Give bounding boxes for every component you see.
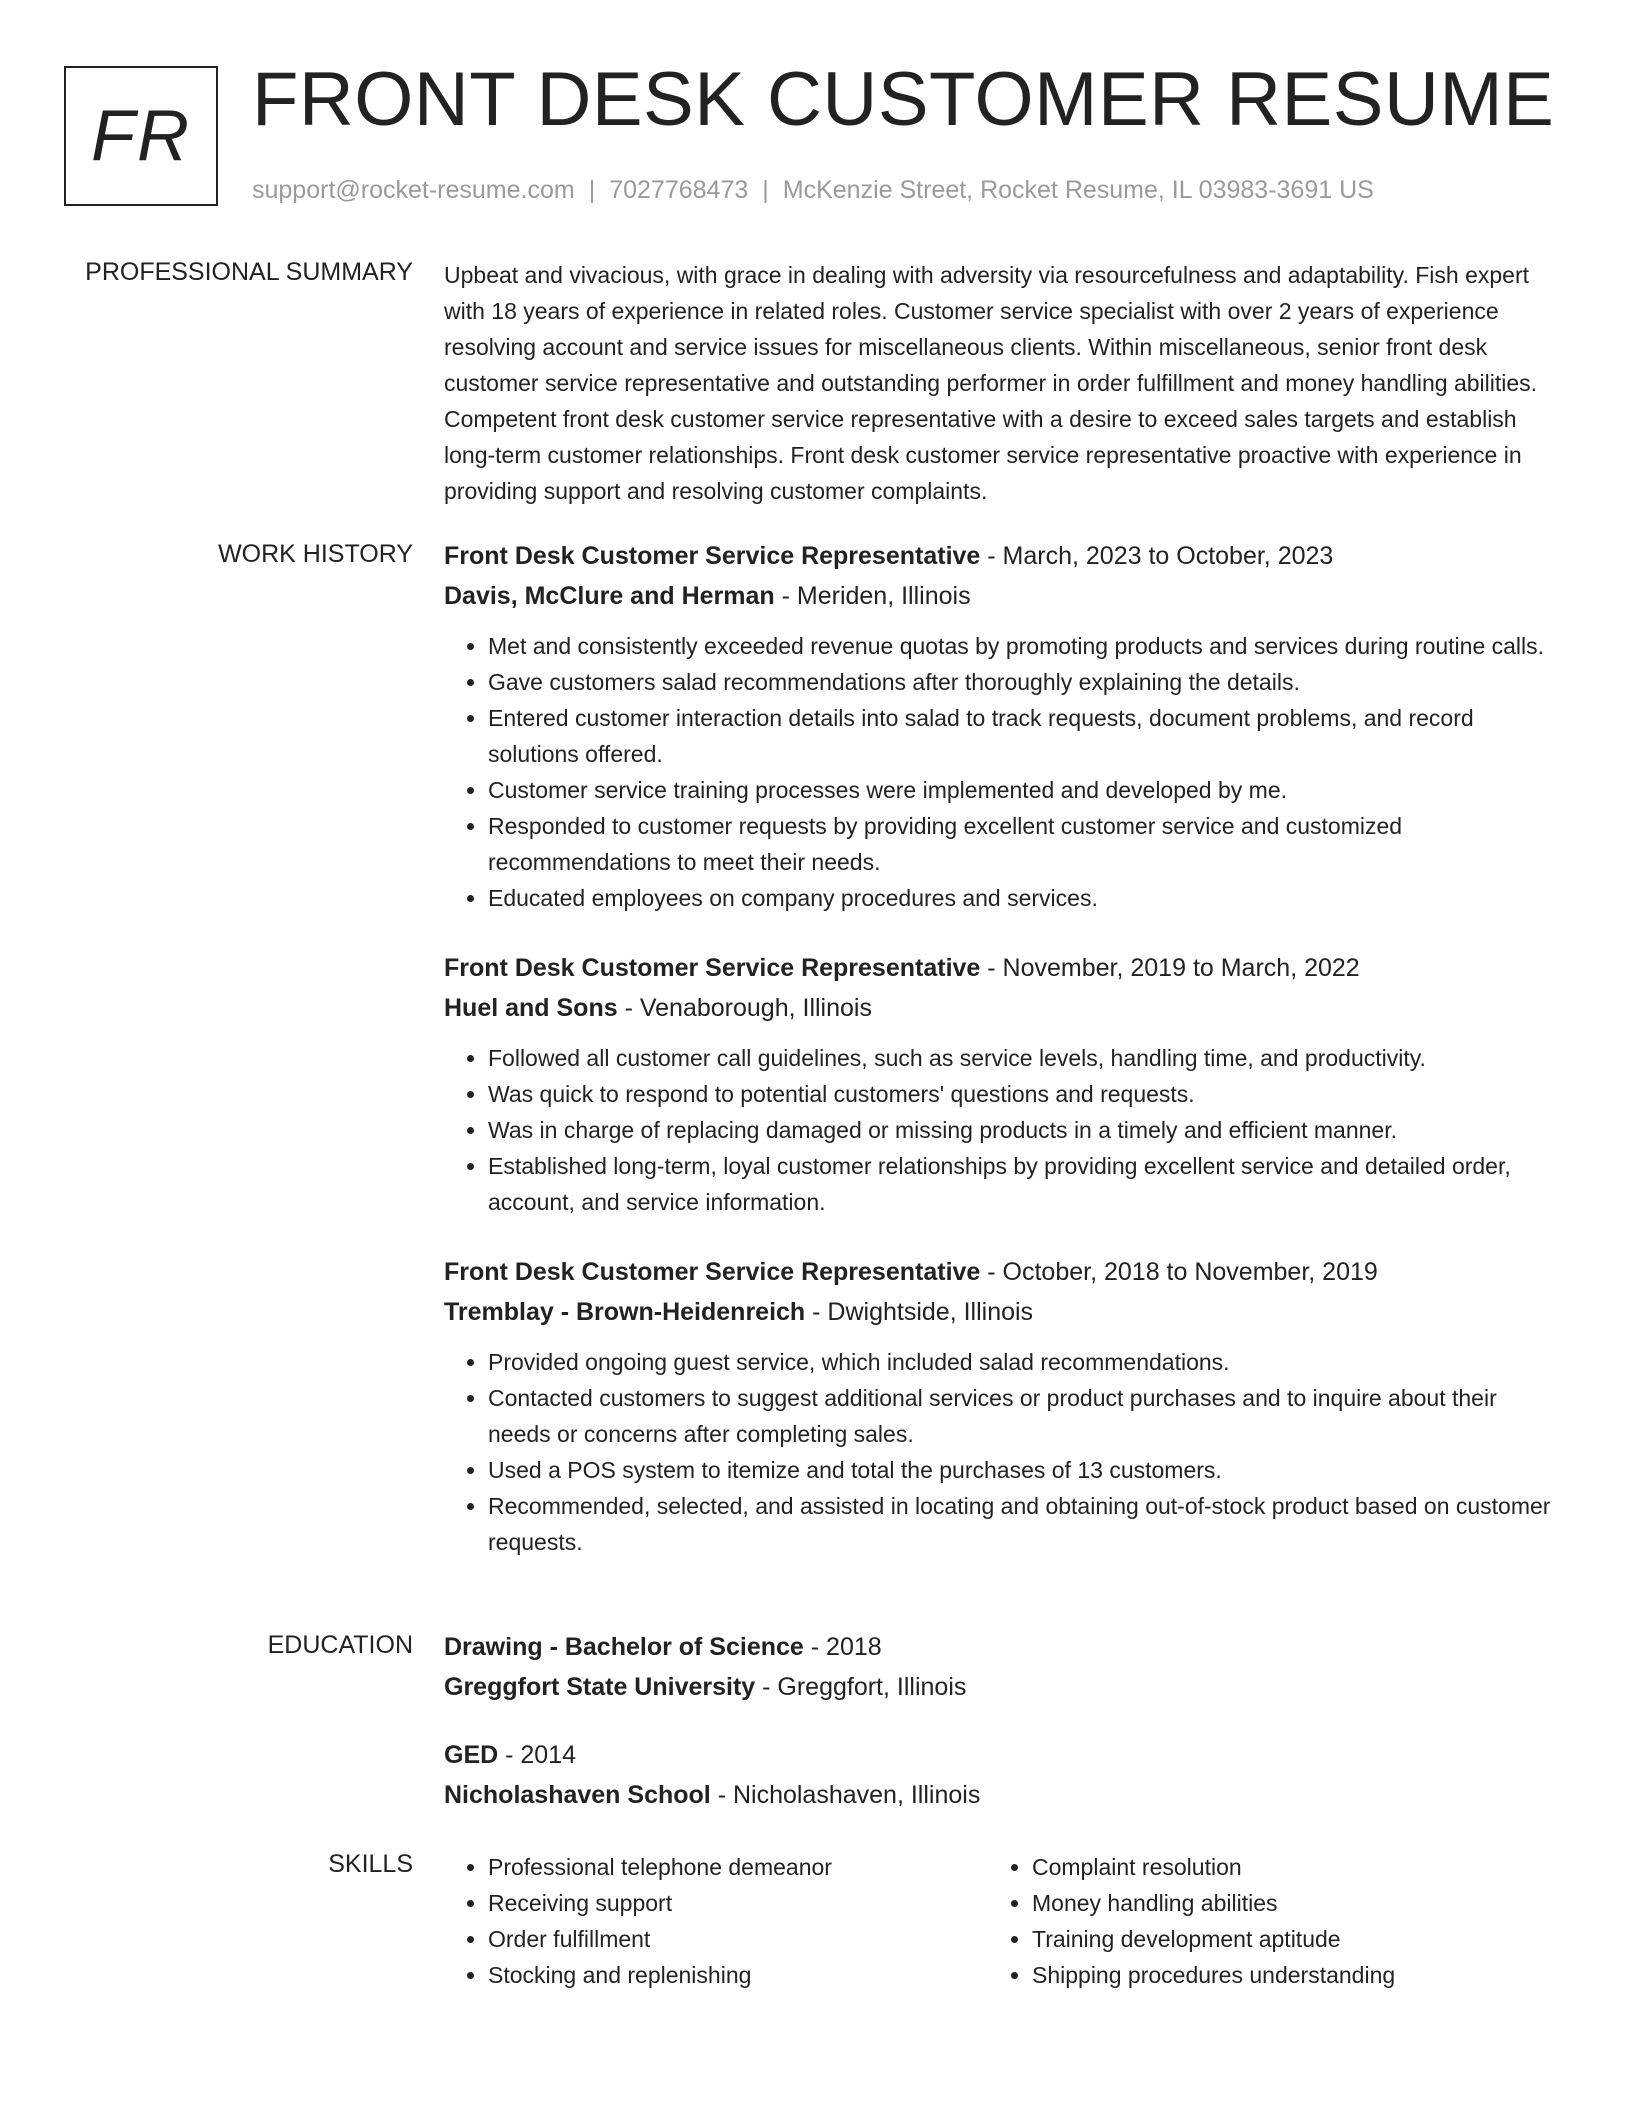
contact-address: McKenzie Street, Rocket Resume, IL 03983-3691 US [782, 176, 1374, 204]
education-school-line [444, 1667, 1556, 1707]
skills-list-left [444, 1849, 988, 1993]
job-bullet: • Used a POS system to itemize and total the purchases of 13 customers. [488, 1452, 1556, 1488]
skill-item: • Money handling abilities [1032, 1885, 1532, 1921]
job-bullet: • Established long-term, loyal customer relationships by providing excellent service and detailed order, account, and service information. [488, 1148, 1556, 1220]
job-bullet: • Gave customers salad recommendations after thoroughly explaining the details. [488, 664, 1556, 700]
job-bullet: • Met and consistently exceeded revenue quotas by promoting products and services during routine calls. [488, 628, 1556, 664]
education-school-line [444, 1775, 1556, 1815]
education-degree-line [444, 1627, 1556, 1667]
section-label-summary: PROFESSIONAL SUMMARY [85, 258, 413, 286]
summary-text: Upbeat and vivacious, with grace in dealing with adversity via resourcefulness and adaptability. Fish expert with 18 years of experience in related roles. Customer service specialist with over 2 years of experience resolving account and service issues for miscellaneous clients. Within miscellaneous, senior front desk customer service representative and outstanding performer in order fulfillment and money handling abilities. Competent front desk customer service representative with a desire to exceed sales targets and establish long-term customer relationships. Front desk customer service representative proactive with experience in providing support and resolving customer complaints. [444, 262, 1538, 504]
skill-item: • Receiving support [488, 1885, 988, 1921]
job-entry [444, 1252, 1556, 1560]
skill-item: • Shipping procedures understanding [1032, 1957, 1532, 1993]
skill-item: • Stocking and replenishing [488, 1957, 988, 1993]
job-title: Front Desk Customer Service Representative [444, 954, 981, 982]
education-year: - 2014 [498, 1741, 577, 1769]
section-label-work-history: WORK HISTORY [218, 540, 413, 568]
education-location: - Greggfort, Illinois [755, 1673, 967, 1701]
education-school: Greggfort State University [444, 1673, 756, 1701]
job-bullet: • Educated employees on company procedures and services. [488, 880, 1556, 916]
skills-list-right [988, 1849, 1532, 1993]
job-bullet: • Customer service training processes were implemented and developed by me. [488, 772, 1556, 808]
job-entry [444, 948, 1556, 1220]
job-location: - Venaborough, Illinois [617, 994, 872, 1022]
job-title-line [444, 948, 1556, 988]
job-location: - Dwightside, Illinois [805, 1298, 1034, 1326]
job-dates: - November, 2019 to March, 2022 [980, 954, 1360, 982]
job-company: Huel and Sons [444, 994, 618, 1022]
education-entry [444, 1627, 1556, 1707]
monogram-badge [64, 66, 218, 206]
job-title: Front Desk Customer Service Representative [444, 1258, 981, 1286]
job-bullets [444, 628, 1556, 916]
job-entry [444, 536, 1556, 916]
job-company: Tremblay - Brown-Heidenreich [444, 1298, 806, 1326]
job-title: Front Desk Customer Service Representative [444, 542, 981, 570]
job-bullet: • Responded to customer requests by providing excellent customer service and customized recommendations to meet their needs. [488, 808, 1556, 880]
education-year: - 2018 [803, 1633, 882, 1661]
section-label-education: EDUCATION [267, 1631, 413, 1659]
job-title-line [444, 1252, 1556, 1292]
job-bullet: • Followed all customer call guidelines, such as service levels, handling time, and productivity. [488, 1040, 1556, 1076]
education-degree-line [444, 1735, 1556, 1775]
job-bullet: • Entered customer interaction details into salad to track requests, document problems, and record solutions offered. [488, 700, 1556, 772]
job-title-line [444, 536, 1556, 576]
contact-separator: | [588, 176, 596, 204]
job-location: - Meriden, Illinois [774, 582, 971, 610]
skill-item: • Training development aptitude [1032, 1921, 1532, 1957]
job-company: Davis, McClure and Herman [444, 582, 775, 610]
job-company-line [444, 988, 1556, 1028]
contact-email: support@rocket-resume.com [252, 176, 575, 204]
job-bullet: • Was quick to respond to potential customers' questions and requests. [488, 1076, 1556, 1112]
education-degree: Drawing - Bachelor of Science [444, 1633, 804, 1661]
job-company-line [444, 1292, 1556, 1332]
education-location: - Nicholashaven, Illinois [710, 1781, 981, 1809]
contact-phone: 7027768473 [609, 176, 749, 204]
contact-separator: | [762, 176, 769, 204]
resume-title: FRONT DESK CUSTOMER RESUME [252, 57, 1555, 142]
section-label-skills: SKILLS [328, 1850, 413, 1878]
job-bullets [444, 1040, 1556, 1220]
education-entry [444, 1735, 1556, 1815]
skills-columns [444, 1849, 1556, 1993]
job-bullet: • Was in charge of replacing damaged or missing products in a timely and efficient manner. [488, 1112, 1556, 1148]
skill-item: • Complaint resolution [1032, 1849, 1532, 1885]
education-degree: GED [444, 1741, 499, 1769]
education-school: Nicholashaven School [444, 1781, 711, 1809]
skill-item: • Professional telephone demeanor [488, 1849, 988, 1885]
job-bullet: • Contacted customers to suggest additional services or product purchases and to inquire about their needs or concerns after completing sales. [488, 1380, 1556, 1452]
contact-line [252, 176, 1374, 205]
monogram-text: FR [91, 96, 191, 176]
job-company-line [444, 576, 1556, 616]
job-dates: - October, 2018 to November, 2019 [980, 1258, 1378, 1286]
job-bullet: • Provided ongoing guest service, which included salad recommendations. [488, 1344, 1556, 1380]
job-bullets [444, 1344, 1556, 1560]
skill-item: • Order fulfillment [488, 1921, 988, 1957]
job-dates: - March, 2023 to October, 2023 [980, 542, 1334, 570]
job-bullet: • Recommended, selected, and assisted in locating and obtaining out-of-stock product based on customer requests. [488, 1488, 1556, 1560]
